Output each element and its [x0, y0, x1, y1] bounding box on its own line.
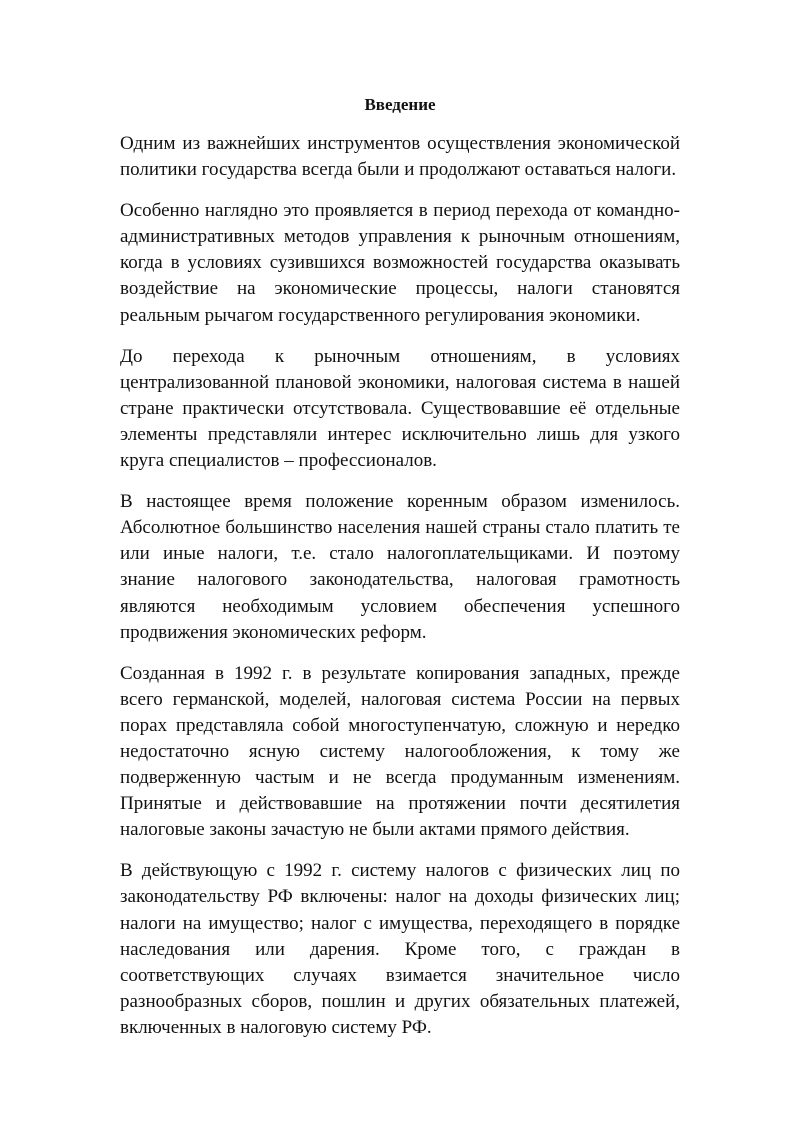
paragraph: До перехода к рыночным отношениям, в условиях централизованной плановой экономики, налоговая система в нашей стране практически отсутствовала. Существовавшие её отдельные элементы представляли интерес исключительно лишь для узкого круга специалистов – профессионалов.	[120, 345, 680, 472]
paragraph: Особенно наглядно это проявляется в период перехода от командно-административных методов управления к рыночным отношениям, когда в условиях сузившихся возможностей государства оказывать воздействие на экономические процессы, налоги становятся реальным рычагом государственного регулирования экономики.	[120, 200, 680, 326]
document-title: Введение	[364, 95, 436, 114]
paragraph: В настоящее время положение коренным образом изменилось. Абсолютное большинство населения нашей страны стало платить те или иные налоги, т.е. стало налогоплательщиками. И поэтому знание налогового законодательства, налоговая грамотность являются необходимым условием обеспечения успешного продвижения экономических реформ.	[120, 491, 680, 643]
paragraph: Созданная в 1992 г. в результате копирования западных, прежде всего германской, моделей, налоговая система России на первых порах представляла собой многоступенчатую, сложную и нередко недостаточно ясную систему налогообложения, к тому же подверженную частым и не всегда продуманным изменениям. Принятые и действовавшие на протяжении почти десятилетия налоговые законы зачастую не были актами прямого действия.	[120, 662, 680, 841]
document-body	[120, 131, 680, 1056]
paragraph: В действующую с 1992 г. систему налогов с физических лиц по законодательству РФ включены: налог на доходы физических лиц; налоги на имущество; налог с имущества, переходящего в порядке наследования или дарения. Кроме того, с граждан в соответствующих случаях взимается значительное число разнообразных сборов, пошлин и других обязательных платежей, включенных в налоговую систему РФ.	[120, 860, 680, 1038]
paragraph: Одним из важнейших инструментов осуществления экономической политики государства всегда были и продолжают оставаться налоги.	[120, 133, 680, 181]
